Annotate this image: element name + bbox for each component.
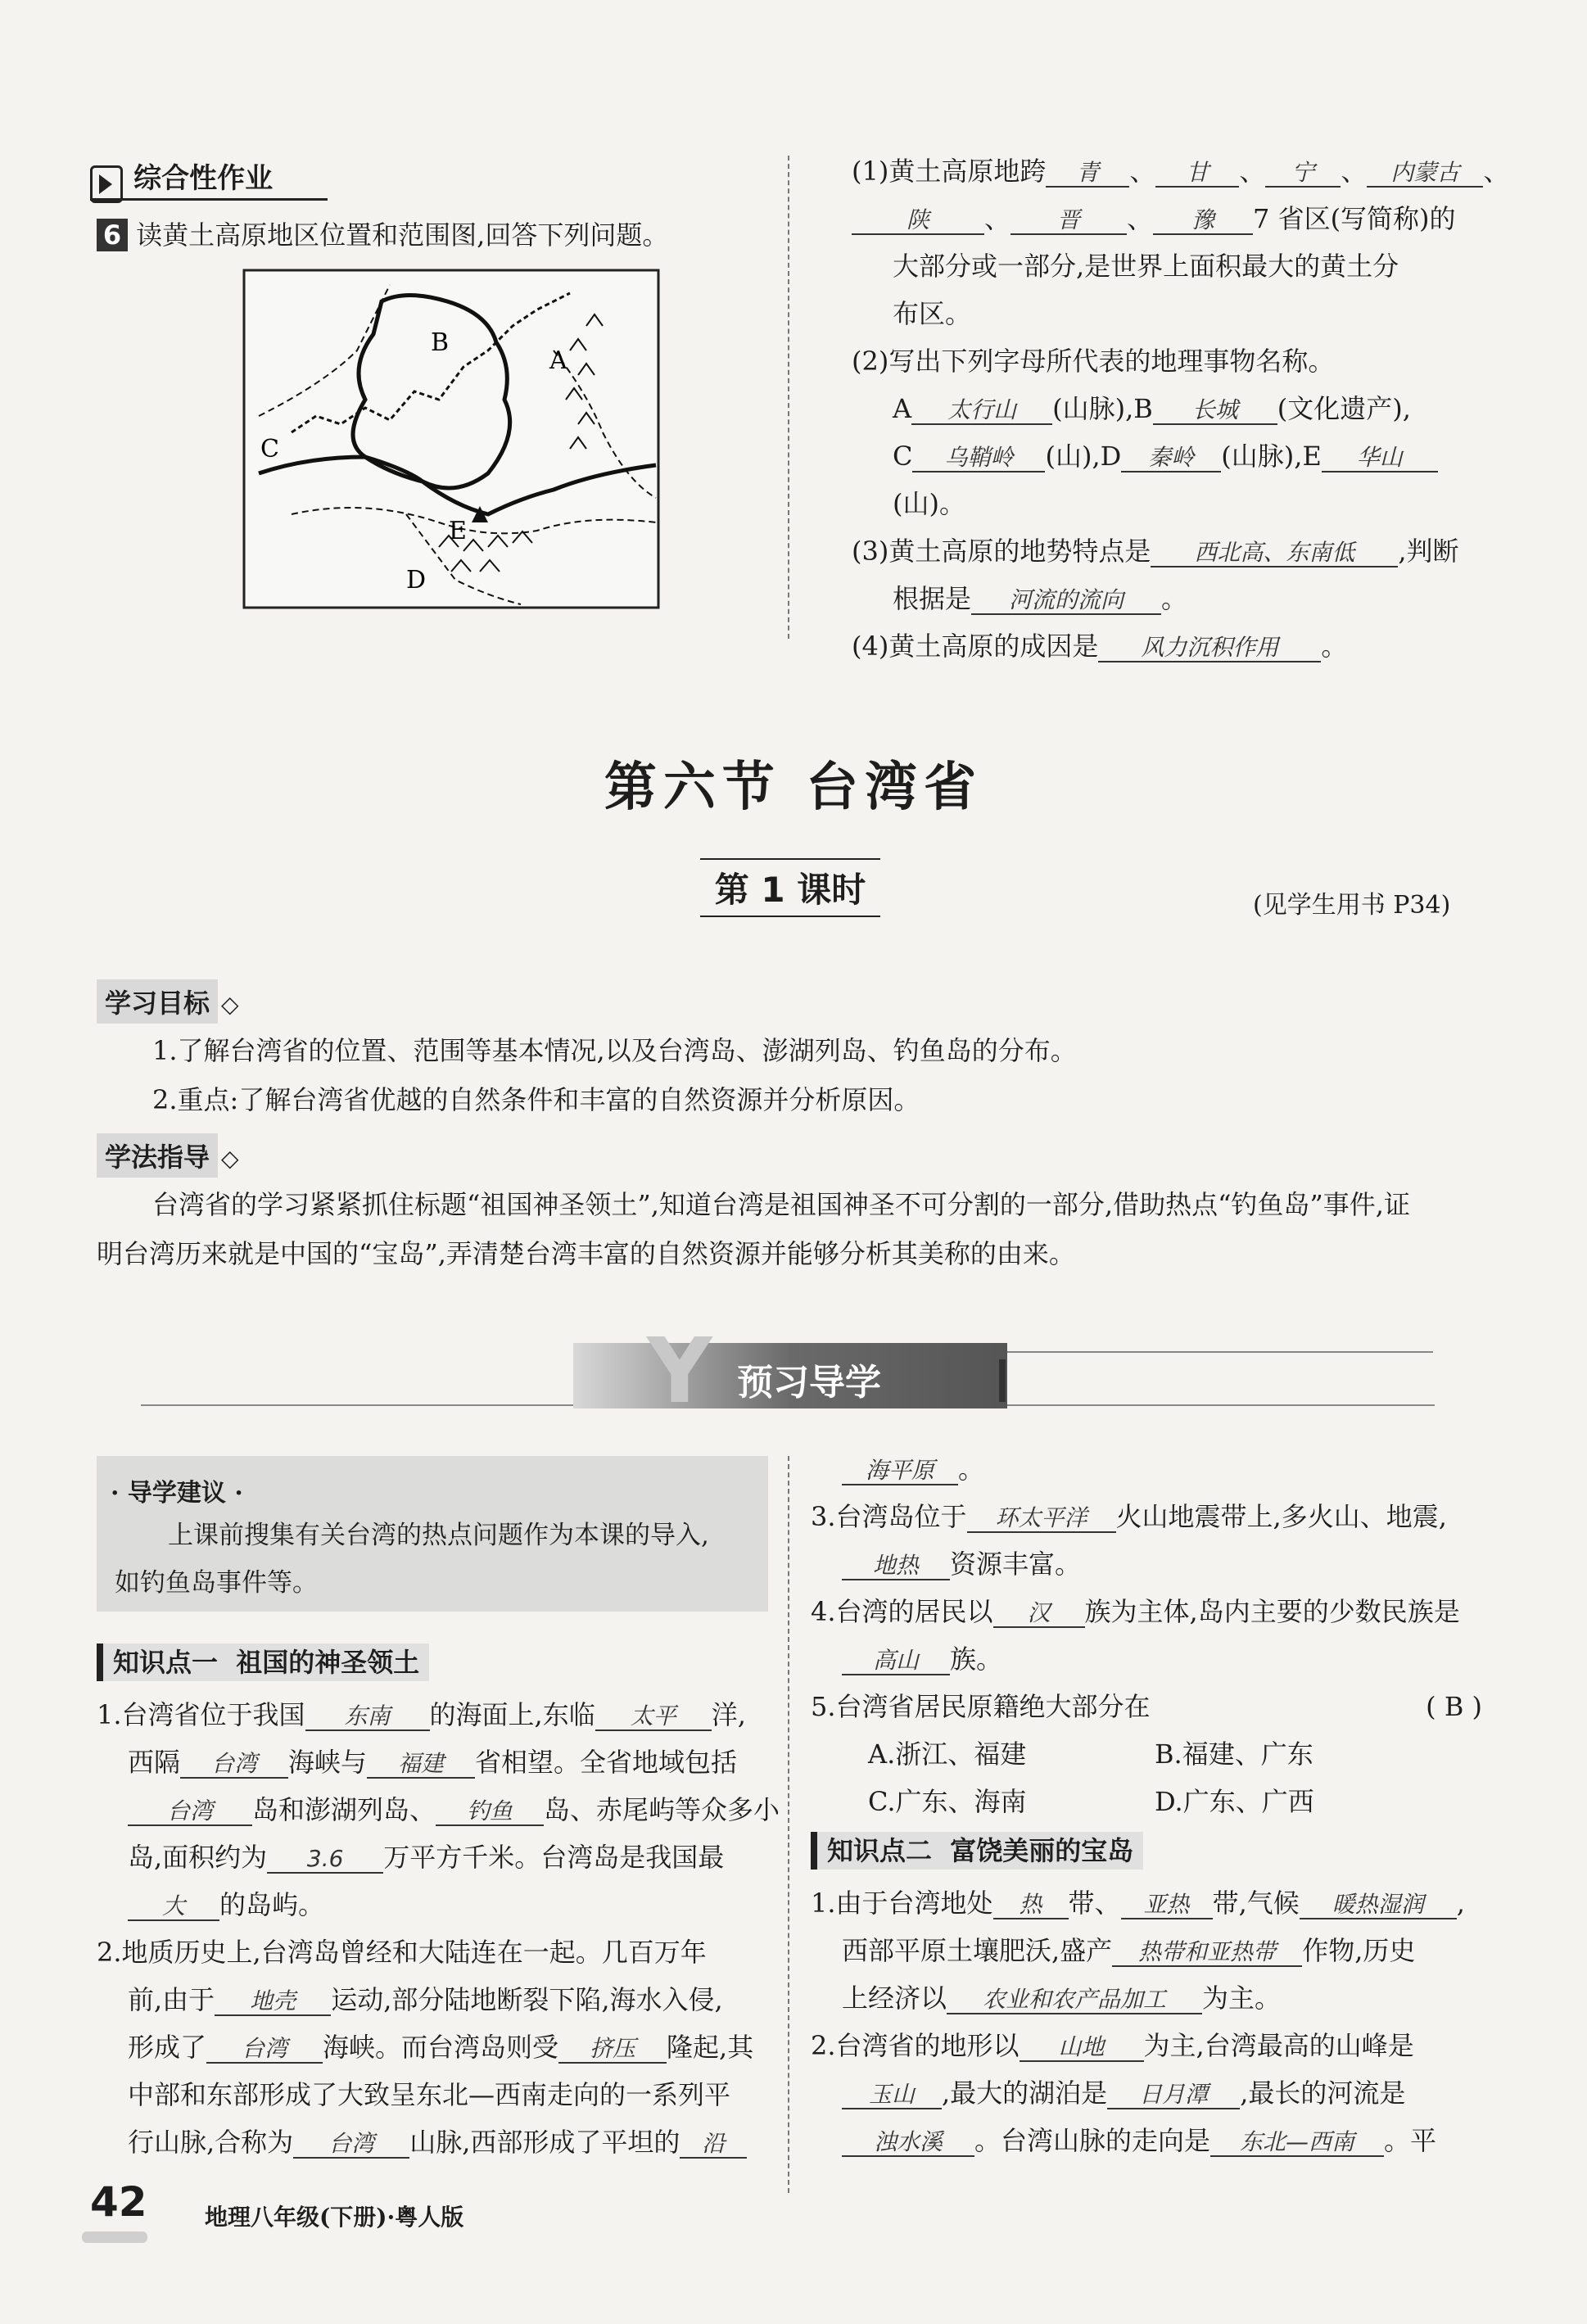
banner-letter-y: Y (647, 1318, 712, 1423)
map-label-b: B (431, 328, 450, 357)
banner-title: 预习导学 (737, 1362, 881, 1404)
question-text: 读黄土高原地区位置和范围图,回答下列问题。 (136, 219, 669, 251)
q2-line1: A 太行山 (山脉),B 长城 (文化遗产), (893, 393, 1411, 424)
question-number-badge: 6 (97, 219, 128, 251)
blank: 乌鞘岭 (912, 445, 1045, 472)
page-number-shadow (82, 2231, 147, 2243)
kp1-header: 知识点一 祖国的神圣领土 (97, 1644, 429, 1681)
goal-item-2: 2.重点:了解台湾省优越的自然条件和丰富的自然资源并分析原因。 (152, 1084, 920, 1115)
q2-line: (2)写出下列字母所代表的地理事物名称。 (852, 346, 1335, 377)
banner-bar (999, 1359, 1006, 1402)
suggest-line-2: 如钓鱼岛事件等。 (115, 1568, 318, 1598)
q1-line3: 大部分或一部分,是世界上面积最大的黄土分 (893, 251, 1399, 282)
column-divider-lower (788, 1456, 789, 2193)
q3-line2: 根据是 河流的流向 。 (893, 583, 1188, 614)
q4-line: (4)黄土高原的成因是 风力沉积作用 。 (852, 631, 1348, 662)
q1-line4: 布区。 (893, 298, 972, 329)
questions-right (852, 147, 1510, 670)
arrow-icon (90, 165, 123, 203)
section-title: 综合性作业 (133, 162, 274, 195)
q3-line1: (3)黄土高原的地势特点是 西北高、东南低 ,判断 (852, 536, 1459, 567)
kp1-header-wrap (97, 1642, 429, 1680)
method-line-2: 明台湾历来就是中国的“宝岛”,弄清楚台湾丰富的自然资源并能够分析其美称的由来。 (97, 1238, 1075, 1269)
book-title: 地理八年级(下册)·粤人版 (205, 2204, 464, 2231)
q1-line1: (1)黄土高原地跨 青 、 甘 、 宁 、 内蒙古 、 (852, 156, 1510, 187)
lesson-subtitle: 第 1 课时 (700, 858, 880, 917)
map-label-a: A (549, 346, 567, 375)
blank: 河流的流向 (971, 588, 1161, 615)
page-number: 42 (90, 2178, 147, 2226)
goals-label: 学习目标 (97, 979, 218, 1024)
question-6 (97, 211, 668, 259)
kp2-header: 知识点二 富饶美丽的宝岛 (811, 1832, 1143, 1870)
header-underline (90, 198, 328, 201)
right-col-content: 海平原 。 3.台湾岛位于 环太平洋 火山地震带上,多火山、地震, 地热 资源丰富。 4.台湾的居民以 汉 族为主体,岛内主要的少数民族是 高山 族。 5.台湾省居民原籍绝大部分在 ( B ) A.浙江、福建 B.福建、广东 C.广东、海南 D.广东、广西 知识点二 富饶美丽的宝岛 1.由于台湾地处 热 带、 亚热 带,气候 暖热湿润 , 西部平原土壤肥沃,盛产 热带和亚热带 作物,历史 上经济以 农业和农产品加工 为主。 2.台湾省的地形以 山地 为主,台湾最高的山峰是 玉山 ,最大的湖泊是 日月潭 ,最长的河流是 浊水溪 。台湾山脉的走向是 东北—西南 。平 (811, 1454, 1482, 2156)
loess-plateau-map (242, 269, 660, 609)
diamond-icon: ◇ (221, 1145, 239, 1172)
section-header-comprehensive (90, 156, 273, 203)
map-label-e: E (449, 517, 467, 545)
suggest-line-1: 上课前搜集有关台湾的热点问题作为本课的导入, (168, 1521, 709, 1550)
blank: 晋 (1011, 208, 1127, 235)
method-label-wrap (97, 1133, 239, 1178)
blank: 陕 (852, 208, 984, 235)
method-label: 学法指导 (97, 1133, 218, 1178)
blank: 秦岭 (1121, 445, 1221, 472)
suggest-label: · 导学建议 · (111, 1479, 243, 1508)
q2-line2: C 乌鞘岭 (山),D 秦岭 (山脉),E 华山 (852, 432, 1507, 480)
goal-item-1: 1.了解台湾省的位置、范围等基本情况,以及台湾岛、澎湖列岛、钓鱼岛的分布。 (152, 1035, 1077, 1066)
blank: 甘 (1155, 161, 1239, 188)
blank: 西北高、东南低 (1151, 540, 1398, 567)
section-title-main: 第六节 台湾省 (604, 757, 983, 818)
blank: 华山 (1322, 445, 1438, 472)
column-divider (788, 156, 789, 639)
blank: 宁 (1265, 161, 1341, 188)
blank: 太行山 (911, 398, 1052, 425)
map-label-d: D (406, 566, 427, 595)
q1-line2: 陕 、 晋 、 豫 7 省区(写简称)的 (852, 195, 1507, 242)
diamond-icon: ◇ (221, 991, 239, 1018)
answer-choice: ( B ) (1426, 1691, 1482, 1722)
map-label-c: C (260, 435, 279, 463)
blank: 长城 (1153, 398, 1277, 425)
blank: 青 (1046, 161, 1129, 188)
goals-label-wrap (97, 979, 239, 1024)
method-line-1: 台湾省的学习紧紧抓住标题“祖国神圣领土”,知道台湾是祖国神圣不可分割的一部分,借助热点“钓鱼岛”事件,证 (152, 1189, 1410, 1220)
blank: 豫 (1153, 208, 1253, 235)
student-book-ref: (见学生用书 P34) (1253, 891, 1451, 920)
blank: 内蒙古 (1367, 161, 1483, 188)
q2-line3: (山)。 (893, 488, 965, 519)
kp1-content: 1.台湾省位于我国 东南 的海面上,东临 太平 洋, 西隔 台湾 海峡与 福建 省相望。全省地域包括 台湾 岛和澎湖列岛、 钓鱼 岛、赤尾屿等众多小 岛,面积约为 3.6 万平方千米。台湾岛是我国最 大 的岛屿。 2.地质历史上,台湾岛曾经和大陆连在一起。几百万年 前,由于 地壳 运动,部分陆地断裂下陷,海水入侵, 形成了 台湾 海峡。而台湾岛则受 挤压 隆起,其 中部和东部形成了大致呈东北—西南走向的一系列平 行山脉,合称为 台湾 山脉,西部形成了平坦的 沿 (97, 1699, 780, 2158)
blank: 风力沉积作用 (1098, 635, 1321, 662)
